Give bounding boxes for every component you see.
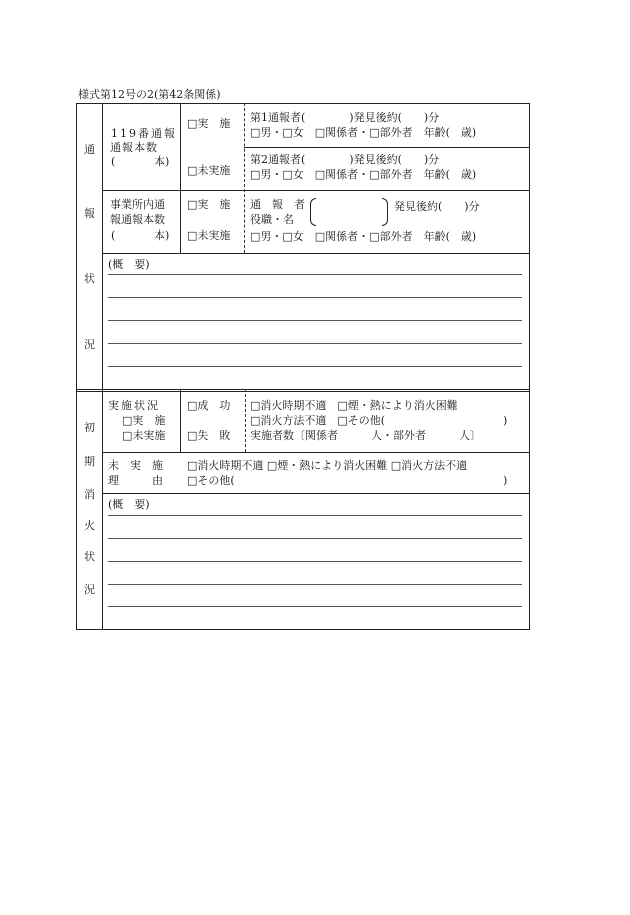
- reporter-label: 通 報 者: [250, 198, 305, 211]
- operator-count-line: 実施者数〔関係者 人・部外者 人〕: [250, 429, 481, 442]
- row-divider: [102, 493, 530, 494]
- summary-line[interactable]: [108, 274, 522, 275]
- summary-line[interactable]: [108, 515, 522, 516]
- name-bracket-left: [310, 198, 316, 226]
- checkbox-internal-not-done[interactable]: □未実施: [187, 229, 231, 242]
- section-label-char: 況: [84, 583, 95, 596]
- report2-line1: 第2通報者( )発見後約( )分: [250, 153, 440, 166]
- dashed-divider: [244, 103, 245, 253]
- label-119-open: (: [111, 155, 116, 168]
- section-label-char: 況: [84, 338, 95, 351]
- checkbox-119-done[interactable]: □実 施: [187, 117, 231, 130]
- section-label-char: 消: [84, 488, 95, 501]
- section-divider: [76, 389, 530, 392]
- section-label-char: 火: [84, 519, 95, 532]
- section-label-char: 初: [84, 421, 95, 434]
- section-label-char: 状: [84, 550, 95, 563]
- summary-line[interactable]: [108, 366, 522, 367]
- summary-line[interactable]: [108, 297, 522, 298]
- summary-line[interactable]: [108, 584, 522, 585]
- section-label-char: 状: [84, 272, 95, 285]
- label-internal-open: (: [111, 229, 116, 242]
- left-column-divider: [102, 103, 103, 630]
- label-119-unit: 本): [154, 155, 170, 168]
- summary-line[interactable]: [108, 606, 522, 607]
- checkbox-119-not-done[interactable]: □未実施: [187, 164, 231, 177]
- row-divider: [102, 190, 530, 191]
- checkbox-failure[interactable]: □失 敗: [187, 429, 231, 442]
- sex-line-internal: □男・□女 □関係者・□部外者 年齢( 歳): [250, 230, 477, 243]
- checkbox-success[interactable]: □成 功: [187, 399, 231, 412]
- column-divider: [180, 103, 181, 253]
- failure-reason-line2-close: ): [503, 414, 508, 427]
- reason-label-b: 理 由: [108, 474, 163, 487]
- found-after-internal: 発見後約( )分: [394, 200, 480, 213]
- reason-label-a: 未 実 施: [108, 459, 163, 472]
- form-title: 様式第12号の2(第42条関係): [78, 88, 221, 101]
- report1-line2: □男・□女 □関係者・□部外者 年齢( 歳): [250, 126, 477, 139]
- title-label: 役職・名: [250, 213, 294, 226]
- report1-line1: 第1通報者( )発見後約( )分: [250, 111, 440, 124]
- label-119-line2: 通報本数: [110, 141, 158, 154]
- checkbox-status-done[interactable]: □実 施: [122, 414, 166, 427]
- label-internal-line1: 事業所内通: [110, 198, 165, 211]
- checkbox-internal-done[interactable]: □実 施: [187, 198, 231, 211]
- row-divider: [102, 452, 530, 453]
- reason-line1: □消火時期不適 □煙・熱により消火困難 □消火方法不適: [187, 459, 468, 472]
- section-label-char: 通: [84, 143, 95, 156]
- label-internal-unit: 本): [154, 229, 170, 242]
- failure-reason-line1: □消火時期不適 □煙・熱により消火困難: [250, 399, 458, 412]
- reason-line2: □その他(: [187, 474, 235, 487]
- failure-reason-line2: □消火方法不適 □その他(: [250, 414, 386, 427]
- dashed-divider: [245, 389, 246, 452]
- reason-line2-close: ): [503, 474, 508, 487]
- row-divider: [244, 147, 530, 148]
- section-label-char: 報: [84, 207, 95, 220]
- summary-line[interactable]: [108, 320, 522, 321]
- column-divider: [180, 389, 181, 452]
- row-divider: [102, 253, 530, 254]
- checkbox-status-not-done[interactable]: □未実施: [122, 429, 166, 442]
- section-label-char: 期: [84, 455, 95, 468]
- name-bracket-right: [382, 198, 388, 226]
- report-summary-label: (概 要): [108, 258, 150, 271]
- label-119-line1: 119番通報: [111, 127, 177, 140]
- status-label: 実施状況: [108, 399, 160, 412]
- summary-line[interactable]: [108, 538, 522, 539]
- summary-line[interactable]: [108, 343, 522, 344]
- label-internal-line2: 報通報本数: [110, 213, 165, 226]
- report2-line2: □男・□女 □関係者・□部外者 年齢( 歳): [250, 168, 477, 181]
- initial-summary-label: (概 要): [108, 498, 150, 511]
- summary-line[interactable]: [108, 561, 522, 562]
